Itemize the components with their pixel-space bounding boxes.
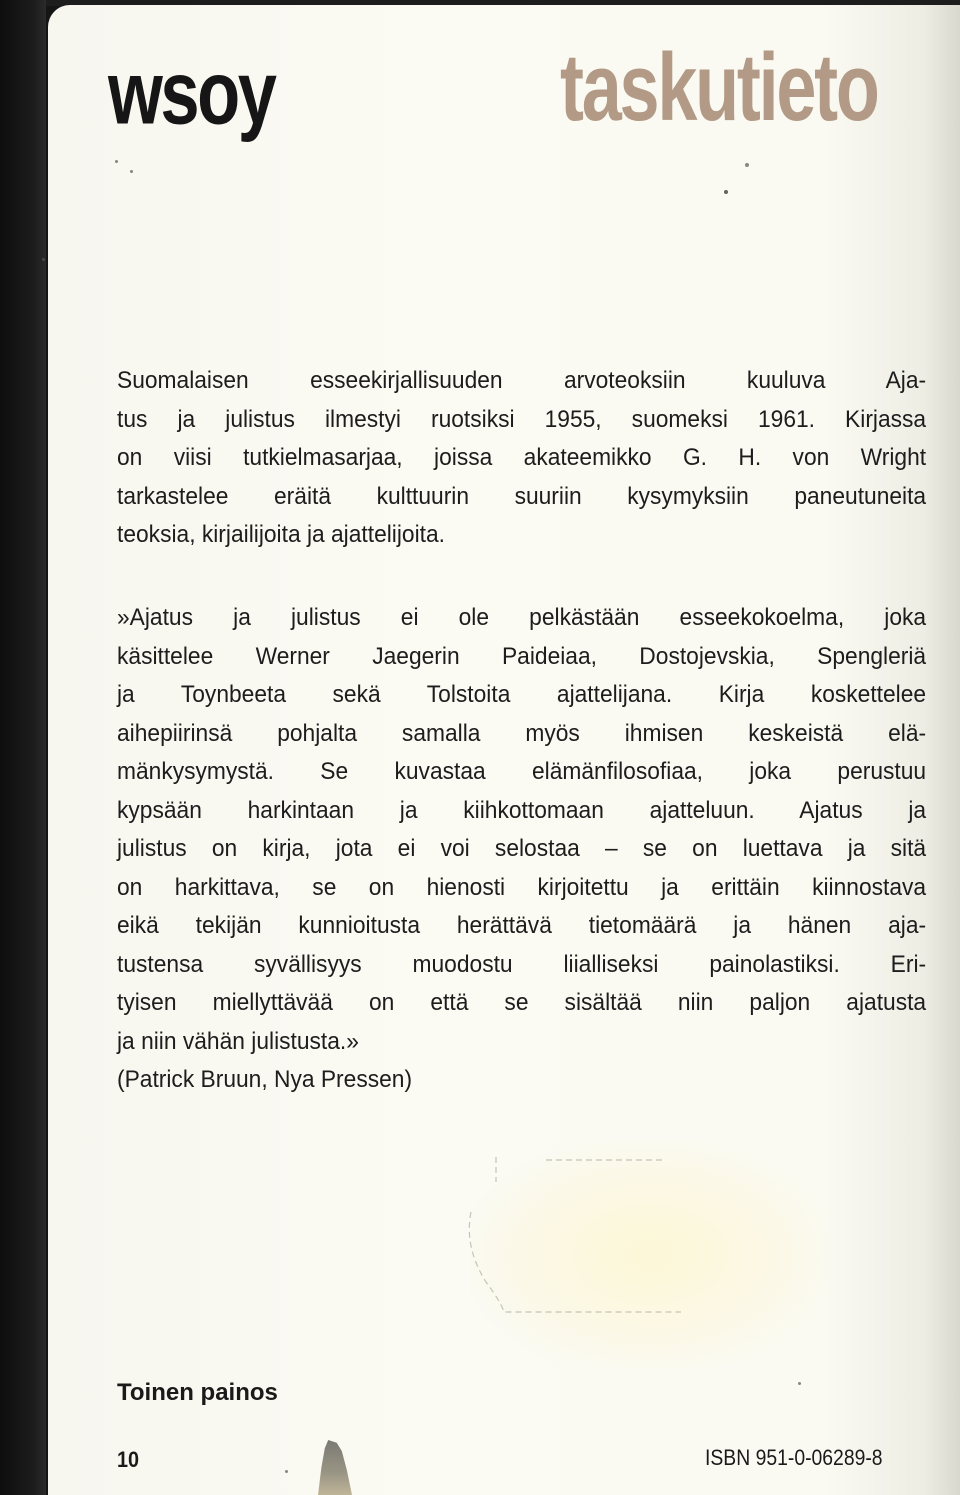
quote-line: ja niin vähän julistusta.» (117, 1027, 359, 1055)
speck (285, 1470, 288, 1473)
speck (42, 258, 45, 261)
blurb-line: Suomalaisen esseekirjallisuuden arvoteoksiin kuuluva Aja- (117, 367, 927, 394)
speck (798, 1382, 801, 1385)
book-spine-edge (0, 0, 46, 1495)
quote-line: tustensa syvällisyys muodostu liialliseksi painolastiksi. Eri- (117, 950, 927, 978)
quote-line: mänkysymystä. Se kuvastaa elämänfilosofiaa, joka perustuu (117, 758, 927, 785)
publisher-logo-wsoy: wsoy (108, 42, 275, 144)
series-logo-taskutieto: taskutieto (560, 34, 878, 141)
speck (724, 190, 728, 194)
speck (745, 163, 749, 167)
quote-line: ja Toynbeeta sekä Tolstoita ajattelijana. Kirja koskettelee (117, 681, 927, 708)
blurb-paragraph-1 (117, 362, 926, 555)
quote-line: tyisen miellyttävää on että se sisältää niin paljon ajatusta (117, 989, 927, 1016)
quote-line: käsittelee Werner Jaegerin Paideiaa, Dostojevskia, Spengleriä (117, 642, 927, 670)
quote-line: julistus on kirja, jota ei voi selostaa – se on luettava ja sitä (117, 835, 927, 862)
quote-attribution: (Patrick Bruun, Nya Pressen) (117, 1066, 413, 1093)
blurb-line: tarkastelee eräitä kulttuurin suuriin kysymyksiin paneutuneita (117, 482, 927, 510)
quote-line: kypsään harkintaan ja kiihkottomaan ajatteluun. Ajatus ja (117, 796, 927, 824)
edition-label: Toinen painos (117, 1379, 278, 1406)
speck (130, 170, 133, 173)
series-number: 10 (117, 1447, 140, 1472)
quote-line: aihepiirinsä pohjalta samalla myös ihmisen keskeistä elä- (117, 719, 927, 747)
speck (115, 160, 118, 163)
quote-line: »Ajatus ja julistus ei ole pelkästään esseekokoelma, joka (117, 604, 927, 631)
blurb-line: teoksia, kirjailijoita ja ajattelijoita. (117, 521, 446, 548)
blurb-line: on viisi tutkielmasarjaa, joissa akateemikko G. H. von Wright (117, 444, 927, 471)
quote-line: on harkittava, se on hienosti kirjoitettu ja erittäin kiinnostava (117, 873, 927, 901)
blurb-line: tus ja julistus ilmestyi ruotsiksi 1955, suomeksi 1961. Kirjassa (117, 405, 927, 433)
quote-line: eikä tekijän kunnioitusta herättävä tietomäärä ja hänen aja- (117, 912, 927, 939)
isbn-label: ISBN 951-0-06289-8 (705, 1445, 883, 1470)
blurb-paragraph-2-review-quote (117, 599, 926, 1100)
